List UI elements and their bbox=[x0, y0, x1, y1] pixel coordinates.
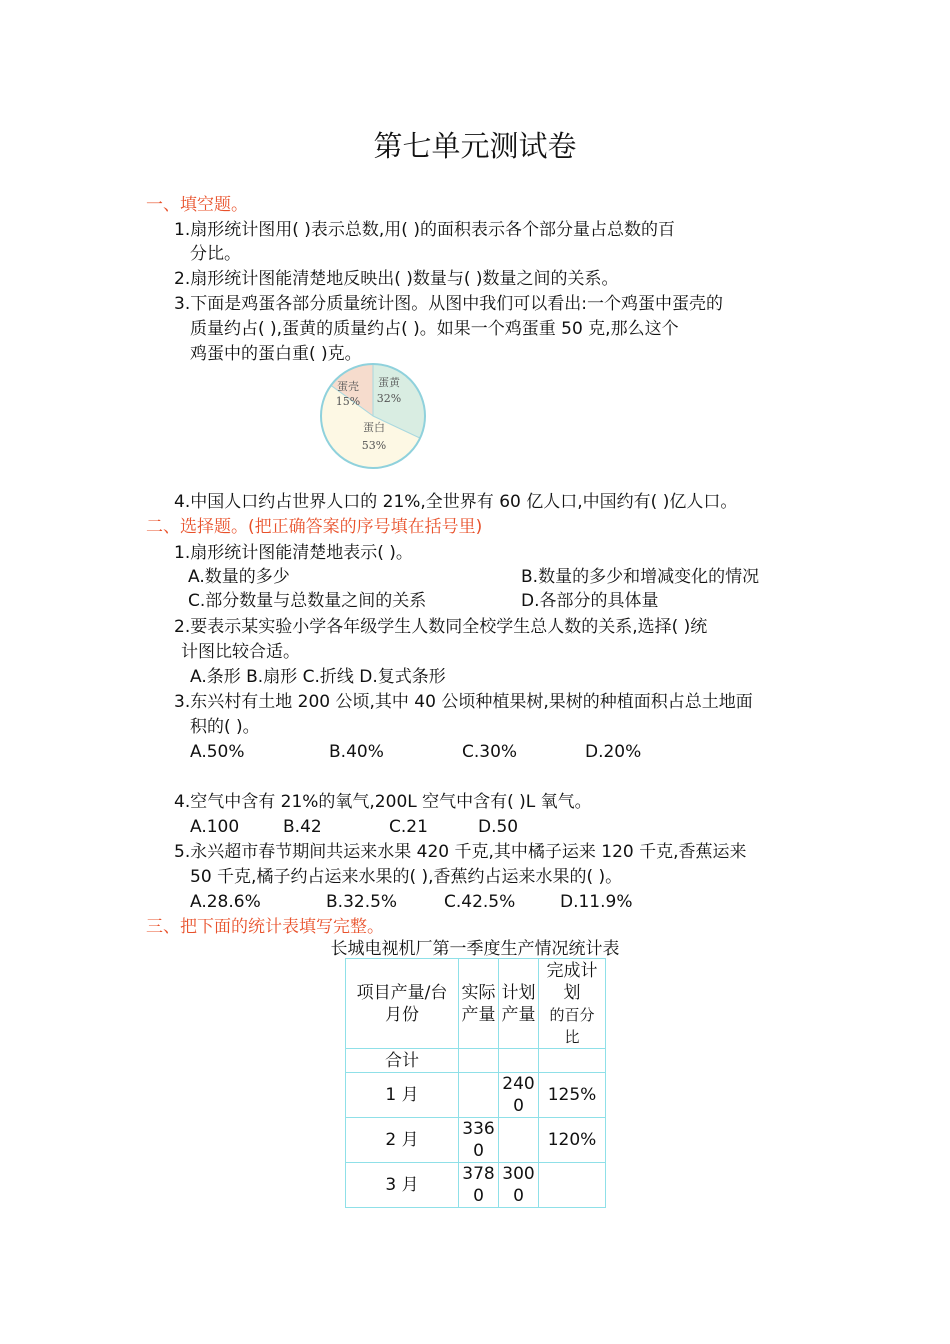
egg-pie-chart bbox=[318, 361, 428, 471]
header-actual-line1: 实际 bbox=[461, 982, 496, 1003]
cell-plan bbox=[499, 1118, 539, 1163]
cell-percent: 120% bbox=[539, 1118, 606, 1163]
s1-q4: 4.中国人口约占世界人口的 21%,全世界有 60 亿人口,中国约有( )亿人口。 bbox=[174, 492, 738, 512]
cell-actual bbox=[459, 1049, 499, 1073]
s1-q3-line1: 3.下面是鸡蛋各部分质量统计图。从图中我们可以看出:一个鸡蛋中蛋壳的 bbox=[174, 294, 723, 314]
header-actual-line2: 产量 bbox=[461, 1004, 496, 1025]
header-percent-line4: 比 bbox=[564, 1027, 580, 1046]
s2-q1-option-b: B.数量的多少和增减变化的情况 bbox=[521, 567, 760, 587]
s2-q2-line1: 2.要表示某实验小学各年级学生人数同全校学生总人数的关系,选择( )统 bbox=[174, 617, 708, 637]
cell-actual bbox=[459, 1073, 499, 1118]
cell-actual-line2: 0 bbox=[473, 1186, 484, 1206]
header-percent-line1: 完成计 bbox=[546, 960, 598, 981]
s2-q5-option-b: B.32.5% bbox=[326, 892, 398, 912]
section2-heading: 二、选择题。(把正确答案的序号填在括号里) bbox=[146, 517, 483, 537]
pie-label-yolk: 蛋黄 bbox=[378, 376, 400, 389]
s2-q4-option-c: C.21 bbox=[389, 817, 428, 837]
s2-q2-line2: 计图比较合适。 bbox=[181, 642, 300, 662]
pie-value-yolk: 32% bbox=[376, 392, 402, 405]
table-header-row bbox=[346, 959, 606, 1049]
s1-q3-line2: 质量约占( ),蛋黄的质量约占( )。如果一个鸡蛋重 50 克,那么这个 bbox=[190, 319, 679, 339]
s2-q3-line1: 3.东兴村有土地 200 公顷,其中 40 公顷种植果树,果树的种植面积占总土地面 bbox=[174, 692, 753, 712]
header-plan-line1: 计划 bbox=[501, 982, 536, 1003]
header-cell-percent bbox=[539, 959, 606, 1049]
header-cell-actual bbox=[459, 959, 499, 1049]
cell-month: 2 月 bbox=[346, 1118, 459, 1163]
header-cell-item-month bbox=[346, 959, 459, 1049]
cell-plan-line2: 0 bbox=[513, 1186, 524, 1206]
s2-q1: 1.扇形统计图能清楚地表示( )。 bbox=[174, 543, 413, 563]
cell-plan-line1: 240 bbox=[502, 1074, 535, 1094]
production-table bbox=[345, 958, 606, 1208]
s2-q3-line2: 积的( )。 bbox=[190, 717, 260, 737]
cell-percent: 125% bbox=[539, 1073, 606, 1118]
table-row bbox=[346, 1118, 606, 1163]
cell-plan bbox=[499, 1163, 539, 1208]
s2-q4-option-b: B.42 bbox=[283, 817, 322, 837]
s1-q3-line3: 鸡蛋中的蛋白重( )克。 bbox=[190, 344, 362, 364]
header-percent-line3: 的百分 bbox=[549, 1005, 595, 1024]
cell-actual-line1: 336 bbox=[462, 1119, 495, 1139]
cell-month: 合计 bbox=[346, 1049, 459, 1073]
header-percent-line2: 划 bbox=[563, 982, 581, 1003]
s1-q1-line2: 分比。 bbox=[190, 244, 241, 264]
cell-plan bbox=[499, 1049, 539, 1073]
cell-percent bbox=[539, 1049, 606, 1073]
cell-actual bbox=[459, 1163, 499, 1208]
cell-plan-line1: 300 bbox=[502, 1164, 535, 1184]
s1-q1-line1: 1.扇形统计图用( )表示总数,用( )的面积表示各个部分量占总数的百 bbox=[174, 220, 675, 240]
header-plan-line2: 产量 bbox=[501, 1004, 536, 1025]
header-item-line: 项目产量/台 bbox=[356, 982, 448, 1003]
s2-q2-options: A.条形 B.扇形 C.折线 D.复式条形 bbox=[190, 667, 446, 687]
s2-q5-option-a: A.28.6% bbox=[190, 892, 261, 912]
pie-value-shell: 15% bbox=[335, 395, 361, 408]
header-month-line: 月份 bbox=[385, 1004, 419, 1025]
s2-q3-option-d: D.20% bbox=[585, 742, 642, 762]
s2-q5-option-d: D.11.9% bbox=[560, 892, 633, 912]
pie-label-white: 蛋白 bbox=[363, 421, 385, 434]
cell-plan bbox=[499, 1073, 539, 1118]
pie-value-white: 53% bbox=[361, 439, 387, 452]
cell-actual bbox=[459, 1118, 499, 1163]
table-caption: 长城电视机厂第一季度生产情况统计表 bbox=[330, 939, 620, 959]
section1-heading: 一、填空题。 bbox=[146, 195, 248, 215]
s2-q3-option-c: C.30% bbox=[462, 742, 518, 762]
s2-q3-option-a: A.50% bbox=[190, 742, 245, 762]
header-cell-plan bbox=[499, 959, 539, 1049]
s2-q5-line1: 5.永兴超市春节期间共运来水果 420 千克,其中橘子运来 120 千克,香蕉运来 bbox=[174, 842, 747, 862]
table-row bbox=[346, 1073, 606, 1118]
pie-label-shell: 蛋壳 bbox=[337, 380, 359, 393]
cell-plan-line2: 0 bbox=[513, 1096, 524, 1116]
s1-q2: 2.扇形统计图能清楚地反映出( )数量与( )数量之间的关系。 bbox=[174, 269, 619, 289]
cell-percent bbox=[539, 1163, 606, 1208]
s2-q4-option-d: D.50 bbox=[478, 817, 519, 837]
cell-actual-line1: 378 bbox=[462, 1164, 495, 1184]
page-title: 第七单元测试卷 bbox=[373, 129, 577, 163]
s2-q1-option-d: D.各部分的具体量 bbox=[521, 591, 659, 611]
table-row bbox=[346, 1049, 606, 1073]
s2-q5-line2: 50 千克,橘子约占运来水果的( ),香蕉约占运来水果的( )。 bbox=[190, 867, 623, 887]
table-row bbox=[346, 1163, 606, 1208]
s2-q4: 4.空气中含有 21%的氧气,200L 空气中含有( )L 氧气。 bbox=[174, 792, 592, 812]
s2-q3-option-b: B.40% bbox=[329, 742, 384, 762]
section3-heading: 三、把下面的统计表填写完整。 bbox=[146, 917, 384, 937]
cell-month: 3 月 bbox=[346, 1163, 459, 1208]
s2-q5-option-c: C.42.5% bbox=[444, 892, 516, 912]
cell-actual-line2: 0 bbox=[473, 1141, 484, 1161]
s2-q4-option-a: A.100 bbox=[190, 817, 240, 837]
s2-q1-option-c: C.部分数量与总数量之间的关系 bbox=[188, 591, 427, 611]
cell-month: 1 月 bbox=[346, 1073, 459, 1118]
s2-q1-option-a: A.数量的多少 bbox=[188, 567, 290, 587]
